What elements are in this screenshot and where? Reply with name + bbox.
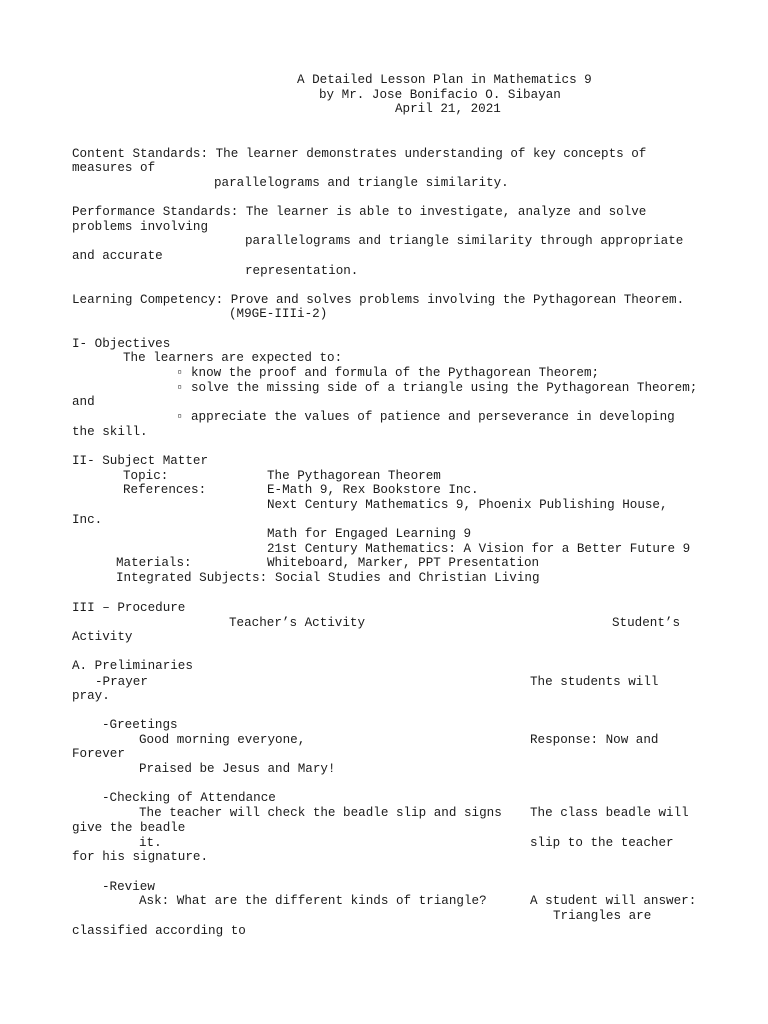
reference-2-wrap: Inc. bbox=[72, 513, 103, 527]
objectives-intro: The learners are expected to: bbox=[123, 351, 343, 365]
greetings-teacher-line2: Praised be Jesus and Mary! bbox=[139, 762, 336, 776]
integrated-subjects-label: Integrated Subjects: bbox=[116, 571, 268, 585]
content-standards-line1: Content Standards: The learner demonstrates understanding of key concepts of bbox=[72, 147, 647, 161]
preliminaries-heading: A. Preliminaries bbox=[72, 659, 193, 673]
reference-3: Math for Engaged Learning 9 bbox=[267, 527, 472, 541]
performance-standards-line5: representation. bbox=[245, 264, 359, 278]
attendance-teacher-line2: it. bbox=[139, 836, 162, 850]
objective-item-1: know the proof and formula of the Pythagorean Theorem; bbox=[191, 366, 600, 380]
document-author: by Mr. Jose Bonifacio O. Sibayan bbox=[319, 88, 561, 102]
content-standards-line3: parallelograms and triangle similarity. bbox=[214, 176, 509, 190]
prayer-student-activity-wrap: pray. bbox=[72, 689, 110, 703]
materials-value: Whiteboard, Marker, PPT Presentation bbox=[267, 556, 540, 570]
attendance-wrap: give the beadle bbox=[72, 821, 186, 835]
review-teacher-question: Ask: What are the different kinds of triangle? bbox=[139, 894, 487, 908]
content-standards-line2: measures of bbox=[72, 161, 156, 175]
attendance-student-line1: The class beadle will bbox=[530, 806, 689, 820]
attendance-teacher-line1: The teacher will check the beadle slip and signs bbox=[139, 806, 502, 820]
greetings-label: -Greetings bbox=[102, 718, 178, 732]
document-title: A Detailed Lesson Plan in Mathematics 9 bbox=[297, 73, 592, 87]
prayer-label: -Prayer bbox=[95, 675, 148, 689]
reference-1: E-Math 9, Rex Bookstore Inc. bbox=[267, 483, 479, 497]
learning-competency-code: (M9GE-IIIi-2) bbox=[229, 307, 328, 321]
review-student-line2: Triangles are bbox=[553, 909, 652, 923]
attendance-student-line2: slip to the teacher bbox=[530, 836, 674, 850]
references-label: References: bbox=[123, 483, 207, 497]
reference-4: 21st Century Mathematics: A Vision for a Better Future 9 bbox=[267, 542, 691, 556]
topic-value: The Pythagorean Theorem bbox=[267, 469, 441, 483]
attendance-label: -Checking of Attendance bbox=[102, 791, 276, 805]
objective-item-3-wrap: the skill. bbox=[72, 425, 148, 439]
greetings-teacher-line1: Good morning everyone, bbox=[139, 733, 306, 747]
integrated-subjects-value: Social Studies and Christian Living bbox=[275, 571, 540, 585]
review-student-wrap: classified according to bbox=[72, 924, 246, 938]
attendance-student-wrap: for his signature. bbox=[72, 850, 209, 864]
student-activity-header: Student’s bbox=[612, 616, 681, 630]
learning-competency-line1: Learning Competency: Prove and solves problems involving the Pythagorean Theorem. bbox=[72, 293, 685, 307]
performance-standards-line2: problems involving bbox=[72, 220, 209, 234]
bullet-icon: ▫ bbox=[176, 381, 184, 395]
objective-item-2-wrap: and bbox=[72, 395, 95, 409]
review-student-line1: A student will answer: bbox=[530, 894, 697, 908]
bullet-icon: ▫ bbox=[176, 366, 184, 380]
greetings-student-response: Response: Now and bbox=[530, 733, 659, 747]
prayer-student-activity: The students will bbox=[530, 675, 659, 689]
objectives-heading: I- Objectives bbox=[72, 337, 171, 351]
reference-2: Next Century Mathematics 9, Phoenix Publishing House, bbox=[267, 498, 668, 512]
greetings-student-response-wrap: Forever bbox=[72, 747, 125, 761]
bullet-icon: ▫ bbox=[176, 410, 184, 424]
objective-item-3: appreciate the values of patience and perseverance in developing bbox=[191, 410, 675, 424]
document-date: April 21, 2021 bbox=[395, 102, 501, 116]
materials-label: Materials: bbox=[116, 556, 192, 570]
subject-matter-heading: II- Subject Matter bbox=[72, 454, 209, 468]
teacher-activity-header: Teacher’s Activity bbox=[229, 616, 366, 630]
performance-standards-line3: parallelograms and triangle similarity through appropriate bbox=[245, 234, 684, 248]
objective-item-2: solve the missing side of a triangle using the Pythagorean Theorem; bbox=[191, 381, 698, 395]
performance-standards-line1: Performance Standards: The learner is able to investigate, analyze and solve bbox=[72, 205, 647, 219]
review-label: -Review bbox=[102, 880, 155, 894]
student-activity-header-wrap: Activity bbox=[72, 630, 133, 644]
topic-label: Topic: bbox=[123, 469, 169, 483]
procedure-heading: III – Procedure bbox=[72, 601, 186, 615]
performance-standards-line4: and accurate bbox=[72, 249, 163, 263]
